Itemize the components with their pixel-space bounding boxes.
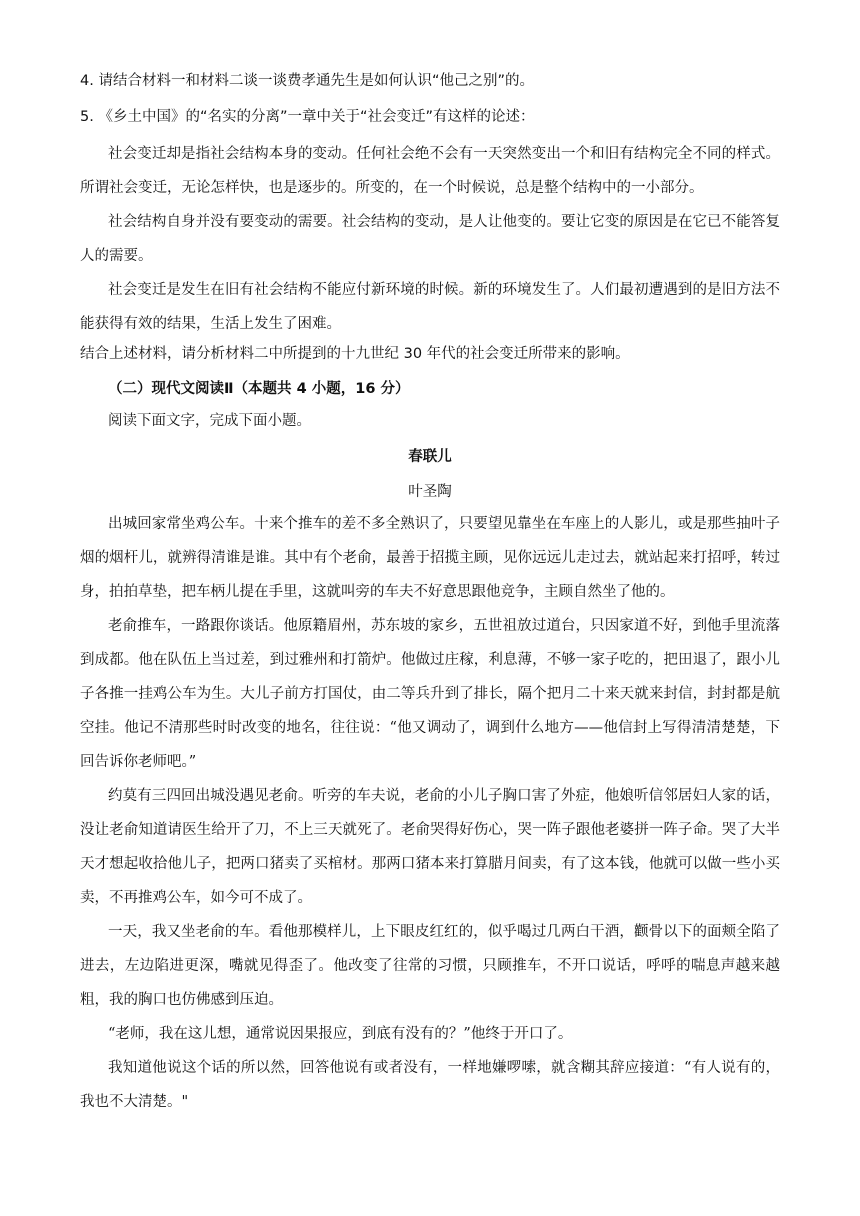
article-paragraph: 约莫有三四回出城没遇见老俞。听旁的车夫说，老俞的小儿子胸口害了外症，他娘听信邻居妇人家的话，没让老俞知道请医生给开了刀，不上三天就死了。老俞哭得好伤心，哭一阵子跟他老婆拼一阵子命。哭了大半天才想起收拾他儿子，把两口猪卖了买棺材。那两口猪本来打算腊月间卖，有了这本钱，他就可以做一些小买卖，不再推鸡公车，如今可不成了。 xyxy=(80,788,780,906)
article-paragraph: 一天，我又坐老俞的车。看他那模样儿，上下眼皮红红的，似乎喝过几两白干酒，颧骨以下的面颊全陷了进去，左边陷进更深，嘴就见得歪了。他改变了往常的习惯，只顾推车，不开口说话，呼呼的喘息声越来越粗，我的胸口也仿佛感到压迫。 xyxy=(80,924,780,1008)
question-5-task: 结合上述材料，请分析材料二中所提到的十九世纪 30 年代的社会变迁所带来的影响。 xyxy=(80,346,630,362)
quote-paragraph: 社会变迁是发生在旧有社会结构不能应付新环境的时候。新的环境发生了。人们最初遭遇到的是旧方法不能获得有效的结果，生活上发生了困难。 xyxy=(80,282,780,332)
section-heading: （二）现代文阅读Ⅱ（本题共 4 小题，16 分） xyxy=(108,381,410,397)
section-instruction: 阅读下面文字，完成下面小题。 xyxy=(108,413,311,429)
article-title: 春联儿 xyxy=(408,449,452,465)
quote-block xyxy=(80,137,780,341)
article-body xyxy=(80,507,780,1119)
article-paragraph: 老俞推车，一路跟你谈话。他原籍眉州，苏东坡的家乡，五世祖放过道台，只因家道不好，到他手里流落到成都。他在队伍上当过差，到过雅州和打箭炉。他做过庄稼，利息薄，不够一家子吃的，把田退了，跟小儿子各推一挂鸡公车为生。大儿子前方打国仗，由二等兵升到了排长，隔个把月二十来天就来封信，封封都是航空挂。他记不清那些时时改变的地名，往往说：“他又调动了，调到什么地方——他信封上写得清清楚楚，下回告诉你老师吧。” xyxy=(80,618,780,770)
quote-paragraph: 社会结构自身并没有要变动的需要。社会结构的变动，是人让他变的。要让它变的原因是在它已不能答复人的需要。 xyxy=(80,214,780,264)
article-paragraph: “老师，我在这儿想，通常说因果报应，到底有没有的？”他终于开口了。 xyxy=(108,1026,573,1042)
article-author: 叶圣陶 xyxy=(408,484,452,500)
article-paragraph: 出城回家常坐鸡公车。十来个推车的差不多全熟识了，只要望见靠坐在车座上的人影儿，或是那些抽叶子烟的烟杆儿，就辨得清谁是谁。其中有个老俞，最善于招揽主顾，见你远远儿走过去，就站起来打招呼，转过身，拍拍草垫，把车柄儿提在手里，这就叫旁的车夫不好意思跟他竞争，主顾自然坐了他的。 xyxy=(80,516,780,600)
quote-paragraph: 社会变迁却是指社会结构本身的变动。任何社会绝不会有一天突然变出一个和旧有结构完全不同的样式。所谓社会变迁，无论怎样快，也是逐步的。所变的，在一个时候说，总是整个结构中的一小部分。 xyxy=(80,146,780,196)
article-paragraph: 我知道他说这个话的所以然，回答他说有或者没有，一样地嫌啰嗦，就含糊其辞应接道：“有人说有的，我也不大清楚。" xyxy=(80,1060,780,1110)
question-4: 4. 请结合材料一和材料二谈一谈费孝通先生是如何认识“他己之别”的。 xyxy=(80,73,534,89)
question-5: 5. 《乡土中国》的“名实的分离”一章中关于“社会变迁”有这样的论述： xyxy=(80,109,535,125)
